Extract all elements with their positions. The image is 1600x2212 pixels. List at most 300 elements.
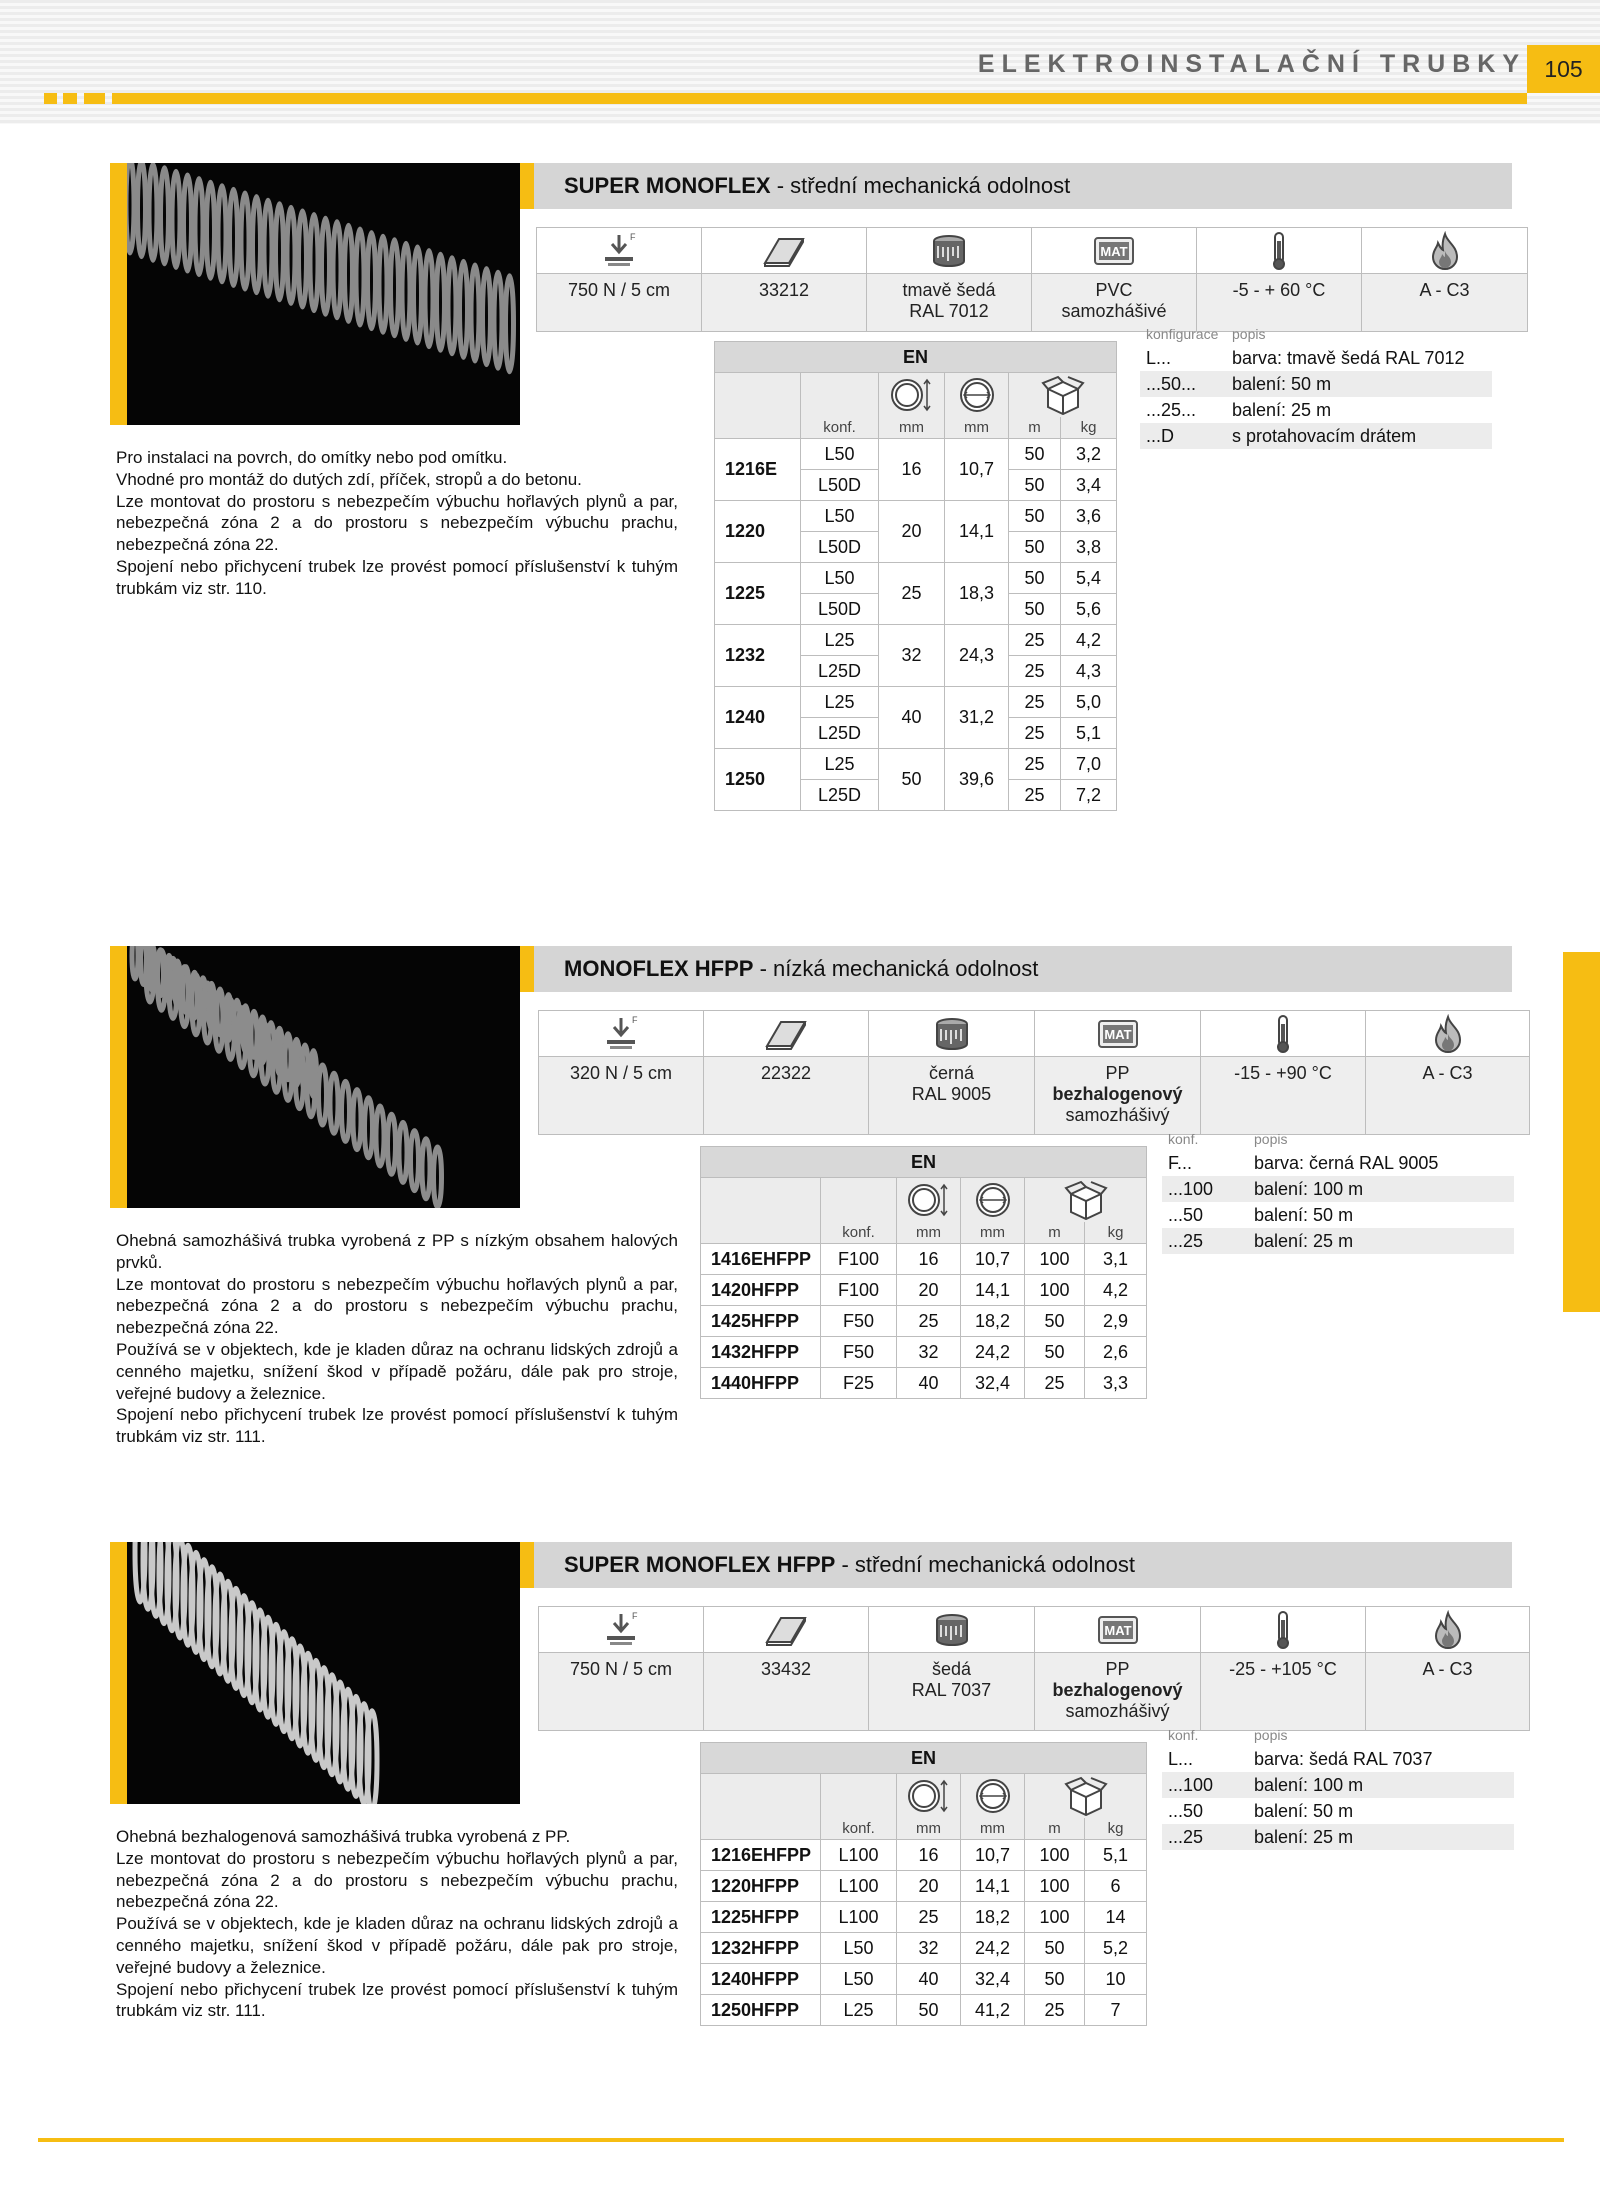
svg-text:MAT: MAT (1103, 1026, 1132, 1042)
color-icon (869, 1607, 1035, 1653)
outer-diameter-icon (961, 1774, 1025, 1818)
list-item (1162, 1228, 1514, 1254)
weight-cell: 5,1 (1085, 1840, 1147, 1871)
config-value: s protahovacím drátem (1232, 426, 1417, 446)
length-cell: 50 (1009, 563, 1061, 594)
svg-text:F: F (632, 1610, 638, 1621)
weight-cell: 7,0 (1061, 749, 1117, 780)
config-value: balení: 25 m (1254, 1827, 1354, 1847)
weight-cell: 5,6 (1061, 594, 1117, 625)
product-name: SUPER MONOFLEX HFPP (564, 1552, 836, 1577)
header-rule (112, 93, 1527, 104)
material-icon (1032, 228, 1197, 274)
config-key: ...100 (1168, 1179, 1214, 1199)
product-code: 1220HFPP (701, 1871, 821, 1902)
unit-header: kg (1085, 1818, 1147, 1840)
product-description (116, 447, 678, 600)
configuration-header (1162, 1724, 1514, 1746)
spec-class: A - C3 (1366, 1653, 1530, 1731)
product-subtitle: - střední mechanická odolnost (770, 173, 1071, 198)
konf-cell: L25 (801, 687, 879, 718)
weight-cell: 4,2 (1061, 625, 1117, 656)
product-code: 1220 (715, 501, 801, 563)
konf-cell: L25 (801, 625, 879, 656)
configuration-legend (1140, 323, 1492, 449)
inner-diameter-cell: 32 (897, 1933, 961, 1964)
configuration-header (1162, 1128, 1514, 1150)
config-value: balení: 50 m (1232, 374, 1332, 394)
outer-diameter-icon (961, 1178, 1025, 1222)
force-icon (539, 1011, 704, 1057)
product-code: 1432HFPP (701, 1337, 821, 1368)
configuration-list (1162, 1150, 1514, 1254)
konf-cell: L50 (801, 563, 879, 594)
material-icon (1035, 1011, 1201, 1057)
inner-diameter-cell: 25 (897, 1306, 961, 1337)
config-key-header: konf. (1168, 1131, 1199, 1147)
table-row (701, 1902, 1147, 1933)
inner-diameter-cell: 25 (897, 1902, 961, 1933)
spec-color-ral: RAL 7037 (911, 1680, 992, 1700)
list-item (1162, 1798, 1514, 1824)
konf-cell: F50 (821, 1337, 897, 1368)
temperature-icon (1197, 228, 1362, 274)
photo-accent-stripe (110, 1542, 127, 1804)
config-key: ...50 (1168, 1205, 1204, 1225)
konf-cell: L50 (801, 439, 879, 470)
config-value: barva: šedá RAL 7037 (1254, 1749, 1433, 1769)
table-row (715, 439, 1117, 470)
config-key: ...25 (1168, 1827, 1204, 1847)
inner-diameter-cell: 40 (897, 1964, 961, 1995)
config-key: F... (1168, 1153, 1193, 1173)
unit-header: kg (1061, 417, 1117, 439)
spec-material-name: PVC (1095, 280, 1133, 300)
length-cell: 25 (1009, 749, 1061, 780)
list-item (1162, 1746, 1514, 1772)
konf-cell: L100 (821, 1840, 897, 1871)
weight-cell: 3,1 (1085, 1244, 1147, 1275)
spec-code: 33212 (702, 274, 867, 332)
unit-header: m (1025, 1222, 1085, 1244)
product-title (520, 163, 1512, 209)
config-key: L... (1168, 1749, 1194, 1769)
konf-cell: F100 (821, 1244, 897, 1275)
en-product-table (714, 341, 1117, 811)
table-row (701, 1995, 1147, 2026)
inner-diameter-cell: 16 (897, 1244, 961, 1275)
konf-cell: F50 (821, 1306, 897, 1337)
header-dash (84, 93, 105, 104)
force-icon (537, 228, 702, 274)
product-photo (110, 163, 520, 425)
code-header (701, 1774, 821, 1840)
description-paragraph: Ohebná samozhášivá trubka vyrobená z PP s nízkým obsahem halových prvků. (116, 1231, 678, 1272)
outer-diameter-icon (945, 373, 1009, 417)
description-paragraph: Vhodné pro montáž do dutých zdí, příček, stropů a do betonu. (116, 469, 582, 489)
config-key: ...25 (1168, 1231, 1204, 1251)
configuration-legend (1162, 1128, 1514, 1254)
spec-material-flame: samozhášivý (1065, 1701, 1170, 1721)
config-value: balení: 50 m (1254, 1205, 1354, 1225)
inner-diameter-cell: 25 (879, 563, 945, 625)
length-cell: 100 (1025, 1871, 1085, 1902)
outer-diameter-cell: 24,2 (961, 1337, 1025, 1368)
code-header (715, 373, 801, 439)
outer-diameter-cell: 24,2 (961, 1933, 1025, 1964)
outer-diameter-cell: 32,4 (961, 1964, 1025, 1995)
konf-cell: L25D (801, 656, 879, 687)
box-icon (1025, 1774, 1147, 1818)
spec-material (1035, 1653, 1201, 1731)
length-cell: 100 (1025, 1275, 1085, 1306)
weight-cell: 5,2 (1085, 1933, 1147, 1964)
color-icon (869, 1011, 1035, 1057)
inner-diameter-cell: 50 (879, 749, 945, 811)
weight-cell: 2,9 (1085, 1306, 1147, 1337)
product-description (116, 1230, 678, 1448)
product-code: 1240 (715, 687, 801, 749)
table-row (701, 1306, 1147, 1337)
chapter-tab (1563, 952, 1600, 1312)
konf-cell: L50 (821, 1933, 897, 1964)
spec-table (538, 1606, 1530, 1731)
table-row (715, 749, 1117, 780)
description-paragraph: Spojení nebo přichycení trubek lze provést pomocí příslušenství k tuhým trubkám viz str. 110. (116, 556, 678, 598)
spec-material-name: PP (1105, 1063, 1130, 1083)
spec-table (536, 227, 1528, 332)
product-code: 1250HFPP (701, 1995, 821, 2026)
product-subtitle: - nízká mechanická odolnost (753, 956, 1039, 981)
length-cell: 25 (1025, 1368, 1085, 1399)
header-dash (63, 93, 77, 104)
config-value: balení: 100 m (1254, 1775, 1364, 1795)
outer-diameter-cell: 31,2 (945, 687, 1009, 749)
inner-diameter-cell: 40 (879, 687, 945, 749)
en-product-table (700, 1742, 1147, 2026)
box-icon (1009, 373, 1117, 417)
config-value: balení: 100 m (1254, 1179, 1364, 1199)
length-cell: 50 (1025, 1933, 1085, 1964)
flame-icon (1366, 1607, 1530, 1653)
photo-accent-stripe (110, 163, 127, 425)
konf-cell: F100 (821, 1275, 897, 1306)
inner-diameter-cell: 32 (879, 625, 945, 687)
code-header (701, 1178, 821, 1244)
product-photo (110, 1542, 520, 1804)
length-cell: 25 (1009, 718, 1061, 749)
configuration-list (1140, 345, 1492, 449)
table-row (701, 1840, 1147, 1871)
description-paragraph: Spojení nebo přichycení trubek lze provést pomocí příslušenství k tuhým trubkám viz str. 111. (116, 1979, 678, 2021)
outer-diameter-cell: 14,1 (961, 1871, 1025, 1902)
flame-icon (1362, 228, 1528, 274)
unit-header: mm (945, 417, 1009, 439)
list-item (1140, 371, 1492, 397)
inner-diameter-cell: 20 (879, 501, 945, 563)
header-dash (44, 93, 57, 104)
weight-cell: 10 (1085, 1964, 1147, 1995)
photo-accent-stripe (110, 946, 127, 1208)
list-item (1140, 423, 1492, 449)
configuration-header (1140, 323, 1492, 345)
length-cell: 100 (1025, 1902, 1085, 1933)
list-item (1162, 1772, 1514, 1798)
table-row (701, 1964, 1147, 1995)
spec-material-halogen: bezhalogenový (1052, 1084, 1183, 1104)
temperature-icon (1201, 1607, 1366, 1653)
unit-header: m (1009, 417, 1061, 439)
list-item (1162, 1202, 1514, 1228)
product-title (520, 1542, 1512, 1588)
weight-cell: 6 (1085, 1871, 1147, 1902)
temperature-icon (1201, 1011, 1366, 1057)
outer-diameter-cell: 39,6 (945, 749, 1009, 811)
inner-diameter-cell: 32 (897, 1337, 961, 1368)
config-key-header: konfigurace (1146, 326, 1219, 342)
description-paragraph: Ohebná bezhalogenová samozhášivá trubka vyrobená z PP. (116, 1827, 571, 1846)
spec-class: A - C3 (1366, 1057, 1530, 1135)
inner-diameter-cell: 20 (897, 1871, 961, 1902)
product-title (520, 946, 1512, 992)
outer-diameter-cell: 14,1 (961, 1275, 1025, 1306)
config-value-header: popis (1232, 326, 1266, 342)
material-icon (1035, 1607, 1201, 1653)
unit-header: m (1025, 1818, 1085, 1840)
spec-material-name: PP (1105, 1659, 1130, 1679)
outer-diameter-cell: 41,2 (961, 1995, 1025, 2026)
konf-header-icon (821, 1178, 897, 1222)
product-subtitle: - střední mechanická odolnost (835, 1552, 1135, 1577)
list-item (1140, 345, 1492, 371)
weight-cell: 7 (1085, 1995, 1147, 2026)
en-standard-label: EN (715, 342, 1117, 373)
page-number: 105 (1527, 45, 1600, 93)
product-code: 1216E (715, 439, 801, 501)
config-value: barva: tmavě šedá RAL 7012 (1232, 348, 1465, 368)
config-key-header: konf. (1168, 1727, 1199, 1743)
spec-force: 320 N / 5 cm (539, 1057, 704, 1135)
inner-diameter-cell: 16 (879, 439, 945, 501)
weight-cell: 3,4 (1061, 470, 1117, 501)
length-cell: 100 (1025, 1840, 1085, 1871)
spec-material-flame: samozhášivé (1061, 301, 1167, 321)
konf-header-icon (821, 1774, 897, 1818)
product-photo (110, 946, 520, 1208)
product-code: 1250 (715, 749, 801, 811)
spec-material-flame: samozhášivý (1065, 1105, 1170, 1125)
table-row (715, 501, 1117, 532)
length-cell: 50 (1025, 1337, 1085, 1368)
spec-material-halogen: bezhalogenový (1052, 1680, 1183, 1700)
konf-cell: L25D (801, 780, 879, 811)
weight-cell: 5,0 (1061, 687, 1117, 718)
weight-cell: 2,6 (1085, 1337, 1147, 1368)
length-cell: 50 (1009, 470, 1061, 501)
config-value: balení: 25 m (1254, 1231, 1354, 1251)
spec-material (1035, 1057, 1201, 1135)
unit-header: konf. (821, 1222, 897, 1244)
footer-rule (38, 2138, 1564, 2142)
product-code: 1416EHFPP (701, 1244, 821, 1275)
spec-color (867, 274, 1032, 332)
length-cell: 25 (1009, 780, 1061, 811)
length-cell: 25 (1009, 625, 1061, 656)
config-key: L... (1146, 348, 1172, 368)
konf-cell: L50D (801, 532, 879, 563)
force-icon (539, 1607, 704, 1653)
cross-section-icon (702, 228, 867, 274)
inner-diameter-icon (897, 1178, 961, 1222)
spec-force: 750 N / 5 cm (539, 1653, 704, 1731)
weight-cell: 4,3 (1061, 656, 1117, 687)
svg-text:F: F (632, 1014, 638, 1025)
length-cell: 50 (1025, 1306, 1085, 1337)
spec-class: A - C3 (1362, 274, 1528, 332)
table-row (715, 625, 1117, 656)
product-name: MONOFLEX HFPP (564, 956, 754, 981)
outer-diameter-cell: 18,3 (945, 563, 1009, 625)
table-row (715, 687, 1117, 718)
outer-diameter-cell: 24,3 (945, 625, 1009, 687)
spec-code: 22322 (704, 1057, 869, 1135)
spec-temperature: -15 - +90 °C (1201, 1057, 1366, 1135)
color-icon (867, 228, 1032, 274)
outer-diameter-cell: 14,1 (945, 501, 1009, 563)
weight-cell: 5,4 (1061, 563, 1117, 594)
config-value: barva: černá RAL 9005 (1254, 1153, 1439, 1173)
table-row (701, 1871, 1147, 1902)
svg-text:MAT: MAT (1103, 1622, 1132, 1638)
konf-cell: L100 (821, 1902, 897, 1933)
outer-diameter-cell: 10,7 (961, 1840, 1025, 1871)
table-row (701, 1244, 1147, 1275)
inner-diameter-cell: 16 (897, 1840, 961, 1871)
config-value-header: popis (1254, 1131, 1288, 1147)
configuration-list (1162, 1746, 1514, 1850)
list-item (1140, 397, 1492, 423)
length-cell: 25 (1009, 687, 1061, 718)
spec-force: 750 N / 5 cm (537, 274, 702, 332)
table-row (701, 1275, 1147, 1306)
spec-color-ral: RAL 7012 (909, 301, 989, 321)
configuration-legend (1162, 1724, 1514, 1850)
config-value: balení: 25 m (1232, 400, 1332, 420)
spec-color-name: šedá (931, 1659, 972, 1679)
list-item (1162, 1176, 1514, 1202)
konf-cell: L50D (801, 594, 879, 625)
length-cell: 100 (1025, 1244, 1085, 1275)
product-code: 1225 (715, 563, 801, 625)
product-code: 1232 (715, 625, 801, 687)
weight-cell: 3,2 (1061, 439, 1117, 470)
config-key: ...50 (1168, 1801, 1204, 1821)
inner-diameter-icon (879, 373, 945, 417)
konf-cell: L25 (801, 749, 879, 780)
config-key: ...50... (1146, 374, 1197, 394)
config-value-header: popis (1254, 1727, 1288, 1743)
cross-section-icon (704, 1011, 869, 1057)
inner-diameter-cell: 50 (897, 1995, 961, 2026)
table-row (701, 1368, 1147, 1399)
box-icon (1025, 1178, 1147, 1222)
length-cell: 25 (1009, 656, 1061, 687)
product-code: 1216EHFPP (701, 1840, 821, 1871)
weight-cell: 3,8 (1061, 532, 1117, 563)
list-item (1162, 1150, 1514, 1176)
table-row (715, 563, 1117, 594)
konf-cell: L50 (821, 1964, 897, 1995)
description-paragraph: Používá se v objektech, kde je kladen důraz na ochranu lidských zdrojů a cenného majetku, snížení škod v případě požáru, dále pak pro stroje, veřejné budovy a železnice. (116, 1914, 678, 1977)
unit-header: mm (897, 1818, 961, 1840)
konf-cell: L50D (801, 470, 879, 501)
konf-cell: L100 (821, 1871, 897, 1902)
unit-header: mm (879, 417, 945, 439)
length-cell: 50 (1025, 1964, 1085, 1995)
svg-text:MAT: MAT (1100, 243, 1128, 259)
table-row (701, 1337, 1147, 1368)
unit-header: mm (961, 1222, 1025, 1244)
config-key: ...D (1146, 426, 1175, 446)
product-code: 1425HFPP (701, 1306, 821, 1337)
unit-header: mm (897, 1222, 961, 1244)
weight-cell: 3,6 (1061, 501, 1117, 532)
list-item (1162, 1824, 1514, 1850)
length-cell: 50 (1009, 501, 1061, 532)
weight-cell: 7,2 (1061, 780, 1117, 811)
inner-diameter-cell: 40 (897, 1368, 961, 1399)
config-key: ...100 (1168, 1775, 1214, 1795)
unit-header: konf. (801, 417, 879, 439)
konf-cell: L25 (821, 1995, 897, 2026)
spec-color (869, 1057, 1035, 1135)
unit-header: kg (1085, 1222, 1147, 1244)
flame-icon (1366, 1011, 1530, 1057)
config-value: balení: 50 m (1254, 1801, 1354, 1821)
description-paragraph: Lze montovat do prostoru s nebezpečím výbuchu hořlavých plynů a par, nebezpečná zóna 2 a do prostoru s nebezpečím výbuchu prachu, nebezpečná zóna 22. (116, 1274, 678, 1338)
weight-cell: 4,2 (1085, 1275, 1147, 1306)
unit-header: konf. (821, 1818, 897, 1840)
outer-diameter-cell: 10,7 (961, 1244, 1025, 1275)
svg-text:F: F (630, 231, 636, 242)
product-code: 1440HFPP (701, 1368, 821, 1399)
weight-cell: 5,1 (1061, 718, 1117, 749)
en-standard-label: EN (701, 1743, 1147, 1774)
length-cell: 25 (1025, 1995, 1085, 2026)
inner-diameter-cell: 20 (897, 1275, 961, 1306)
description-paragraph: Lze montovat do prostoru s nebezpečím výbuchu hořlavých plynů a par, nebezpečná zóna 2 a do prostoru s nebezpečím výbuchu prachu, nebezpečná zóna 22. (116, 1848, 678, 1912)
en-standard-label: EN (701, 1147, 1147, 1178)
spec-color-ral: RAL 9005 (911, 1084, 992, 1104)
product-name: SUPER MONOFLEX (564, 173, 771, 198)
konf-cell: L25D (801, 718, 879, 749)
length-cell: 50 (1009, 439, 1061, 470)
product-code: 1232HFPP (701, 1933, 821, 1964)
spec-table (538, 1010, 1530, 1135)
spec-color (869, 1653, 1035, 1731)
product-code: 1225HFPP (701, 1902, 821, 1933)
product-code: 1420HFPP (701, 1275, 821, 1306)
outer-diameter-cell: 18,2 (961, 1306, 1025, 1337)
page-heading: ELEKTROINSTALAČNÍ TRUBKY (977, 50, 1526, 78)
spec-temperature: -25 - +105 °C (1201, 1653, 1366, 1731)
description-paragraph: Používá se v objektech, kde je kladen důraz na ochranu lidských zdrojů a cenného majetku, snížení škod v případě požáru, dále pak pro stroje, veřejné budovy a železnice. (116, 1339, 678, 1403)
unit-header: mm (961, 1818, 1025, 1840)
konf-cell: F25 (821, 1368, 897, 1399)
config-key: ...25... (1146, 400, 1197, 420)
length-cell: 50 (1009, 594, 1061, 625)
description-paragraph: Pro instalaci na povrch, do omítky nebo pod omítku. (116, 448, 508, 467)
